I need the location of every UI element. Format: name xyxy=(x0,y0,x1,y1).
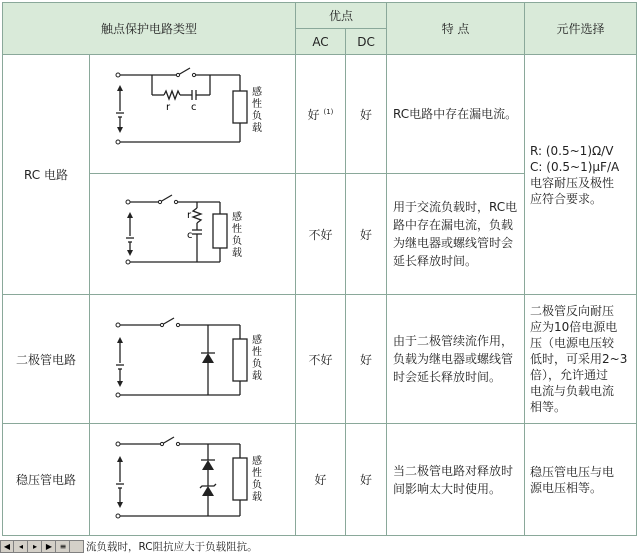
svg-text:负: 负 xyxy=(232,236,242,247)
mini-toolbar[interactable] xyxy=(0,540,84,553)
svg-text:负: 负 xyxy=(252,480,262,491)
header-circuit-type: 触点保护电路类型 xyxy=(3,3,296,55)
svg-text:感: 感 xyxy=(252,456,262,467)
svg-text:性: 性 xyxy=(252,347,262,358)
first-page-icon[interactable]: ◀ xyxy=(1,541,14,552)
header-ac: AC xyxy=(296,29,346,55)
c-label: c xyxy=(191,102,197,113)
zener-dc-rating: 好 xyxy=(346,424,387,536)
rc-feature-1: RC电路中存在漏电流。 xyxy=(387,55,525,174)
svg-text:载: 载 xyxy=(252,371,262,382)
rc-feature-2: 用于交流负载时，RC电 路中存在漏电流，负载 为继电器或螺线管时会 延长释放时间。 xyxy=(387,174,525,295)
zener-diagram xyxy=(90,424,296,535)
last-page-icon[interactable]: ▶ xyxy=(43,541,56,552)
circuit-diode xyxy=(90,295,296,424)
svg-text:负: 负 xyxy=(252,111,262,122)
diode-feature: 由于二极管续流作用， 负载为继电器或螺线管 时会延长释放时间。 xyxy=(387,295,525,424)
circuit-rc-parallel xyxy=(90,174,296,295)
diode-ac-rating: 不好 xyxy=(296,295,346,424)
header-feature: 特 点 xyxy=(387,3,525,55)
rc-dc-rating: 好 xyxy=(346,55,387,174)
rc2-ac-rating: 不好 xyxy=(296,174,346,295)
footnote-text: 流负载时，RC阻抗应大于负载阻抗。 xyxy=(86,541,258,553)
svg-text:感: 感 xyxy=(232,212,242,223)
zener-ac-rating: 好 xyxy=(296,424,346,536)
menu-icon[interactable]: ≡ xyxy=(57,541,70,552)
rc-series-diagram xyxy=(90,55,296,173)
row-name-diode: 二极管电路 xyxy=(3,295,90,424)
rc2-dc-rating: 好 xyxy=(346,174,387,295)
svg-text:载: 载 xyxy=(252,492,262,503)
rc-parallel-diagram xyxy=(90,174,296,294)
diode-selection: 二极管反向耐压 应为10倍电源电 压（电源电压较 低时，可采用2~3 倍），允许通过 电流与负载电流 相等。 xyxy=(525,295,637,424)
svg-text:负: 负 xyxy=(252,359,262,370)
zener-feature: 当二极管电路对释放时 间影响太大时使用。 xyxy=(387,424,525,536)
circuit-zener xyxy=(90,424,296,536)
contact-protection-table xyxy=(2,2,637,536)
header-selection: 元件选择 xyxy=(525,3,637,55)
row-name-zener: 稳压管电路 xyxy=(3,424,90,536)
footnote-bar xyxy=(0,537,639,554)
svg-text:性: 性 xyxy=(232,224,242,235)
svg-text:感: 感 xyxy=(252,335,262,346)
next-page-icon[interactable]: ▸ xyxy=(29,541,42,552)
r-label: r xyxy=(166,102,171,113)
header-dc: DC xyxy=(346,29,387,55)
svg-text:性: 性 xyxy=(252,99,262,110)
zener-selection: 稳压管电压与电 源电压相等。 xyxy=(525,424,637,536)
rc-selection: R: (0.5~1)Ω/V C: (0.5~1)μF/A 电容耐压及极性 应符合要求。 xyxy=(525,55,637,295)
svg-text:载: 载 xyxy=(232,248,242,259)
diode-diagram xyxy=(90,295,296,423)
rc-ac-rating: 好 $^{(1)}$ xyxy=(296,55,346,174)
diode-dc-rating: 好 xyxy=(346,295,387,424)
row-name-rc: RC 电路 xyxy=(3,55,90,295)
svg-text:载: 载 xyxy=(252,123,262,134)
circuit-rc-series xyxy=(90,55,296,174)
svg-text:感: 感 xyxy=(252,87,262,98)
svg-text:c: c xyxy=(187,230,193,241)
header-advantage: 优点 xyxy=(296,3,387,29)
svg-text:r: r xyxy=(187,210,192,221)
svg-text:性: 性 xyxy=(252,468,262,479)
prev-page-icon[interactable]: ◂ xyxy=(15,541,28,552)
